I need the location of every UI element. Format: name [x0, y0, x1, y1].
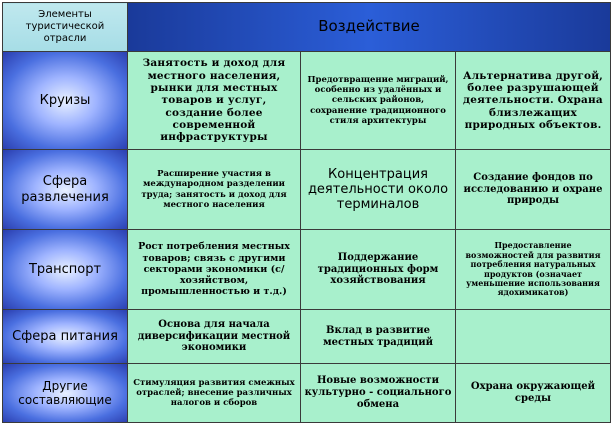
- table-cell: Концентрация деятельности около терминалов: [301, 150, 456, 230]
- table-header-row: [3, 3, 611, 52]
- table-cell: Занятость и доход для местного населения, рынки для местных товаров и услуг, создание более современной инфраструктуры: [128, 52, 301, 150]
- table-cell: Рост потребления местных товаров; связь с другими секторами экономики (с/хозяйством, промышленностью и т.д.): [128, 230, 301, 310]
- row-label-transport: Транспорт: [3, 230, 128, 310]
- table-cell: Альтернатива другой, более разрушающей деятельности. Охрана близлежащих природных объектов.: [456, 52, 611, 150]
- table-cell: Вклад в развитие местных традиций: [301, 310, 456, 364]
- table-cell: Создание фондов по исследованию и охране природы: [456, 150, 611, 230]
- table-cell: Новые возможности культурно - социального обмена: [301, 364, 456, 423]
- table-cell: Расширение участия в международном разделении труда; занятость и доход для местного населения: [128, 150, 301, 230]
- table-cell: [456, 310, 611, 364]
- table-cell: Стимуляция развития смежных отраслей; внесение различных налогов и сборов: [128, 364, 301, 423]
- row-label-cruises: Круизы: [3, 52, 128, 150]
- table-cell: Поддержание традиционных форм хозяйствования: [301, 230, 456, 310]
- table-row: [3, 310, 611, 364]
- row-label-entertainment: Сфера развлечения: [3, 150, 128, 230]
- row-label-other: Другие составляющие: [3, 364, 128, 423]
- table-cell: Предоставление возможностей для развития потребления натуральных продуктов (означает уменьшение использования ядохимикатов): [456, 230, 611, 310]
- impact-table: [2, 2, 611, 423]
- table-row: [3, 230, 611, 310]
- table-row: [3, 364, 611, 423]
- table-cell: Охрана окружающей среды: [456, 364, 611, 423]
- table-cell: Предотвращение миграций, особенно из удалённых и сельских районов, сохранение традиционного стиля архитектуры: [301, 52, 456, 150]
- header-impact-cell: Воздействие: [128, 3, 611, 52]
- table-cell: Основа для начала диверсификации местной экономики: [128, 310, 301, 364]
- table-row: [3, 52, 611, 150]
- table-row: [3, 150, 611, 230]
- row-label-catering: Сфера питания: [3, 310, 128, 364]
- header-elements-cell: Элементы туристической отрасли: [3, 3, 128, 52]
